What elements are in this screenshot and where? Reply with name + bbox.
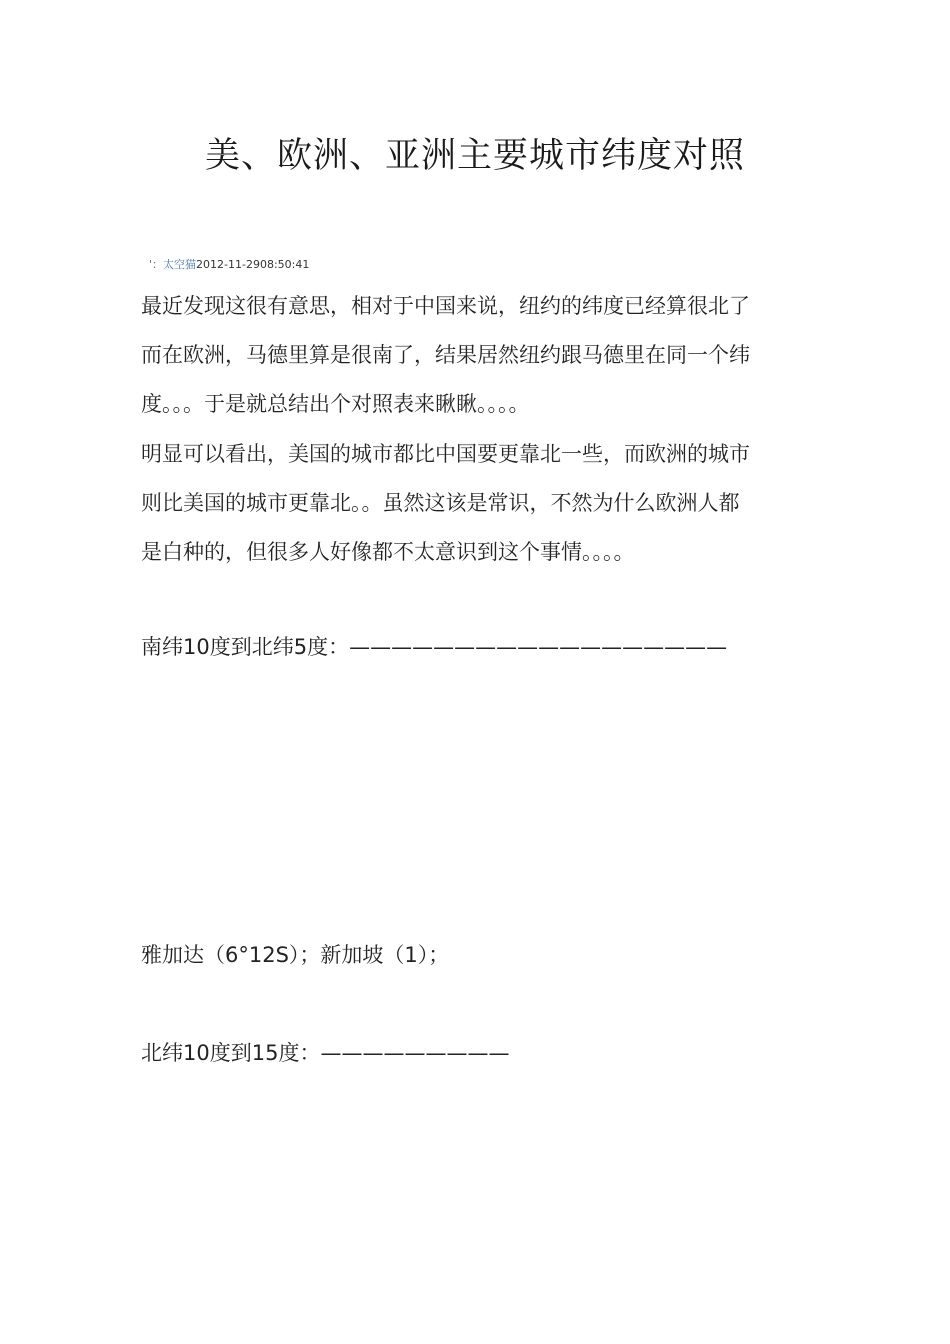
author-link[interactable]: 太空猫 (163, 258, 197, 271)
paragraph-line: 是白种的，但很多人好像都不太意识到这个事情。。。。 (141, 540, 635, 564)
post-meta (149, 256, 309, 272)
section-heading-south10-north5: 南纬10度到北纬5度：—————————————————— (141, 635, 728, 659)
post-timestamp: 2012-11-2908:50:41 (196, 258, 310, 271)
section-heading-north10-15: 北纬10度到15度：————————— (141, 1041, 510, 1065)
meta-mark: '： (149, 258, 164, 271)
city-list-equatorial: 雅加达（6°12S）；新加坡（1）； (141, 943, 450, 967)
paragraph-line: 则比美国的城市更靠北。。虽然这该是常识，不然为什么欧洲人都 (141, 491, 740, 515)
paragraph-line: 度。。。于是就总结出个对照表来瞅瞅。。。。 (141, 392, 530, 416)
paragraph-line: 最近发现这很有意思，相对于中国来说，纽约的纬度已经算很北了 (141, 294, 750, 318)
paragraph-line: 明显可以看出，美国的城市都比中国要更靠北一些，而欧洲的城市 (141, 442, 750, 466)
paragraph-line: 而在欧洲，马德里算是很南了，结果居然纽约跟马德里在同一个纬 (141, 343, 750, 367)
document-title: 美、欧洲、亚洲主要城市纬度对照 (204, 136, 745, 176)
intro-paragraph (141, 282, 801, 429)
observation-paragraph (141, 430, 801, 577)
